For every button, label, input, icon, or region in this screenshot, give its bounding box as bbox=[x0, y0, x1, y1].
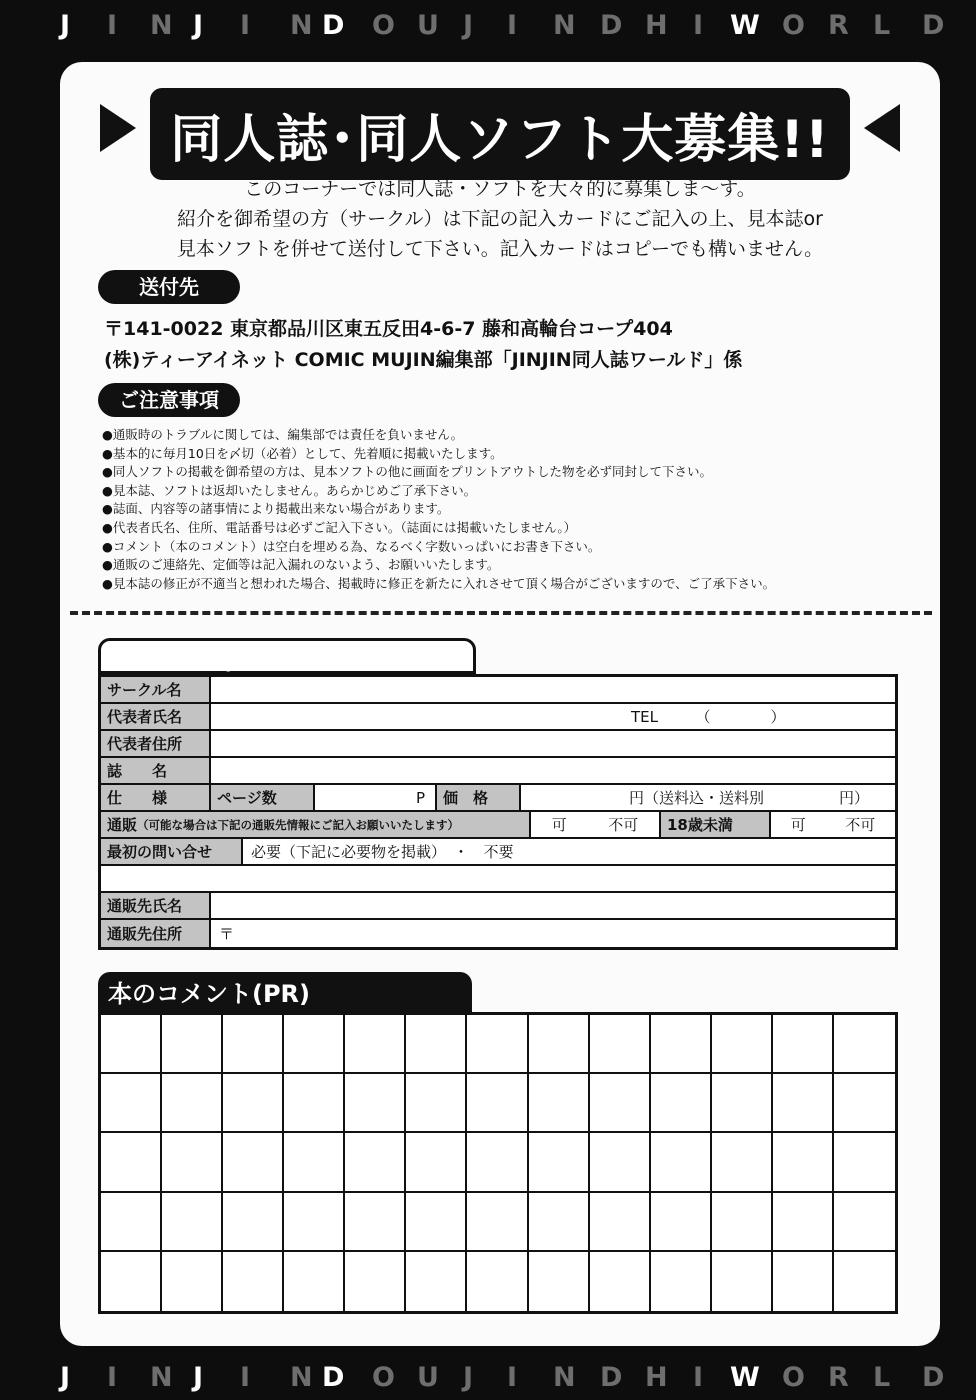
comment-cell[interactable] bbox=[284, 1193, 345, 1252]
comment-cell[interactable] bbox=[467, 1133, 528, 1192]
notes-list bbox=[102, 426, 922, 593]
comment-cell[interactable] bbox=[162, 1133, 223, 1192]
card-title: COMIC MUJIN同人誌掲載カード bbox=[98, 638, 476, 674]
tel-label: TEL （ ） bbox=[631, 708, 786, 726]
address-line-1: 〒141-0022 東京都品川区東五反田4-6-7 藤和高輪台コープ404 bbox=[104, 318, 673, 340]
label-circle-name: サークル名 bbox=[101, 677, 211, 702]
comment-cell[interactable] bbox=[651, 1074, 712, 1133]
cut-line bbox=[70, 611, 932, 615]
option-ng[interactable]: 不可 bbox=[845, 816, 876, 834]
comment-grid[interactable] bbox=[98, 1012, 898, 1314]
comment-cell[interactable] bbox=[834, 1015, 895, 1074]
band-letter: I bbox=[107, 1362, 118, 1393]
note-item: ●通販のご連絡先、定価等は記入漏れのないよう、お願いいたします。 bbox=[102, 557, 500, 573]
band-letter: D bbox=[322, 1362, 345, 1393]
comment-cell[interactable] bbox=[651, 1252, 712, 1311]
band-letter: R bbox=[828, 10, 849, 41]
comment-cell[interactable] bbox=[590, 1074, 651, 1133]
comment-cell[interactable] bbox=[406, 1074, 467, 1133]
comment-cell[interactable] bbox=[406, 1252, 467, 1311]
comment-cell[interactable] bbox=[712, 1252, 773, 1311]
row-first-inquiry-blank bbox=[101, 866, 895, 893]
band-letter: D bbox=[922, 10, 945, 41]
option-ok[interactable]: 可 bbox=[551, 816, 567, 834]
row-first-inquiry bbox=[101, 839, 895, 866]
band-letter: H bbox=[645, 1362, 668, 1393]
comment-cell[interactable] bbox=[529, 1193, 590, 1252]
main-panel bbox=[60, 62, 940, 1346]
field-first-inquiry[interactable]: 必要（下記に必要物を掲載） ・ 不要 bbox=[243, 839, 895, 864]
band-letter: O bbox=[782, 1362, 805, 1393]
comment-cell[interactable] bbox=[773, 1252, 834, 1311]
page-title: 同人誌･同人ソフト大募集!! bbox=[170, 109, 830, 170]
note-item: ●誌面、内容等の諸事情により掲載出来ない場合があります。 bbox=[102, 501, 450, 517]
comment-cell[interactable] bbox=[101, 1252, 162, 1311]
note-item: ●見本誌の修正が不適当と想われた場合、掲載時に修正を新たに入れさせて頂く場合がございますので、ご了承下さい。 bbox=[102, 575, 776, 591]
band-letter: I bbox=[240, 10, 251, 41]
notes-label: ご注意事項 bbox=[98, 383, 240, 417]
comment-cell[interactable] bbox=[162, 1074, 223, 1133]
comment-cell[interactable] bbox=[406, 1133, 467, 1192]
arrow-left-icon bbox=[864, 104, 900, 152]
comment-cell[interactable] bbox=[651, 1133, 712, 1192]
band-letter: I bbox=[107, 10, 118, 41]
label-mail-order bbox=[101, 812, 531, 837]
band-letter: J bbox=[60, 10, 71, 41]
band-letter: D bbox=[322, 10, 345, 41]
band-letter: I bbox=[693, 10, 704, 41]
band-letter: I bbox=[507, 1362, 518, 1393]
comment-cell[interactable] bbox=[529, 1074, 590, 1133]
comment-cell[interactable] bbox=[651, 1015, 712, 1074]
under-18-choice[interactable] bbox=[771, 812, 895, 837]
note-item: ●通販時のトラブルに関しては、編集部では責任を負いません。 bbox=[102, 427, 464, 442]
comment-cell[interactable] bbox=[101, 1015, 162, 1074]
label-spec: 仕 様 bbox=[101, 785, 211, 810]
note-item: ●コメント（本のコメント）は空白を埋める為、なるべく字数いっぱいにお書き下さい。 bbox=[102, 538, 601, 554]
comment-cell[interactable] bbox=[162, 1193, 223, 1252]
band-letter: U bbox=[417, 10, 439, 41]
comment-cell[interactable] bbox=[834, 1193, 895, 1252]
mail-order-note: （可能な場合は下記の通販先情報にご記入お願いいたします） bbox=[137, 817, 460, 832]
comment-cell[interactable] bbox=[345, 1015, 406, 1074]
band-letter: J bbox=[193, 10, 204, 41]
band-letter: I bbox=[693, 1362, 704, 1393]
comment-cell[interactable] bbox=[406, 1015, 467, 1074]
comment-cell[interactable] bbox=[590, 1193, 651, 1252]
note-item: ●基本的に毎月10日を〆切（必着）として、先着順に掲載いたします。 bbox=[102, 445, 503, 461]
price-unit: 円（送料込・送料別 円） bbox=[629, 789, 870, 807]
row-order-name bbox=[101, 893, 895, 920]
note-item: ●代表者氏名、住所、電話番号は必ずご記入下さい。（誌面には掲載いたしません。） bbox=[102, 519, 577, 535]
comment-cell[interactable] bbox=[345, 1074, 406, 1133]
row-book-name bbox=[101, 758, 895, 785]
band-letter: J bbox=[463, 10, 474, 41]
comment-cell[interactable] bbox=[223, 1252, 284, 1311]
label-order-name: 通販先氏名 bbox=[101, 893, 211, 918]
comment-cell[interactable] bbox=[834, 1252, 895, 1311]
band-letter: U bbox=[417, 1362, 439, 1393]
field-price[interactable] bbox=[521, 785, 895, 810]
comment-cell[interactable] bbox=[101, 1193, 162, 1252]
comment-cell[interactable] bbox=[162, 1015, 223, 1074]
band-letter: J bbox=[60, 1362, 71, 1393]
band-letter: N bbox=[290, 1362, 313, 1393]
field-circle-name[interactable] bbox=[211, 677, 895, 702]
comment-cell[interactable] bbox=[773, 1015, 834, 1074]
band-letter: J bbox=[463, 1362, 474, 1393]
band-letter: L bbox=[873, 10, 891, 41]
band-letter: N bbox=[150, 1362, 173, 1393]
band-letter: O bbox=[372, 1362, 395, 1393]
field-rep-name[interactable] bbox=[211, 704, 895, 729]
label-under-18: 18歳未満 bbox=[659, 812, 771, 837]
row-circle-name bbox=[101, 677, 895, 704]
address-line-2: (株)ティーアイネット COMIC MUJIN編集部「JINJIN同人誌ワールド」係 bbox=[104, 349, 743, 371]
comment-cell[interactable] bbox=[712, 1193, 773, 1252]
comment-cell[interactable] bbox=[162, 1252, 223, 1311]
comment-cell[interactable] bbox=[223, 1074, 284, 1133]
comment-cell[interactable] bbox=[529, 1252, 590, 1311]
row-spec bbox=[101, 785, 895, 812]
band-letter: J bbox=[193, 1362, 204, 1393]
comment-cell[interactable] bbox=[651, 1193, 712, 1252]
band-letter: H bbox=[645, 10, 668, 41]
label-pages: ページ数 bbox=[211, 785, 315, 810]
band-letter: N bbox=[290, 10, 313, 41]
band-letter: N bbox=[553, 1362, 576, 1393]
band-letter: D bbox=[600, 1362, 623, 1393]
postal-mark: 〒 bbox=[219, 925, 235, 943]
comment-cell[interactable] bbox=[467, 1015, 528, 1074]
field-book-name[interactable] bbox=[211, 758, 895, 783]
note-item: ●同人ソフトの掲載を御希望の方は、見本ソフトの他に画面をプリントアウトした物を必ず同封して下さい。 bbox=[102, 464, 713, 480]
arrow-right-icon bbox=[100, 104, 136, 152]
row-mail-order bbox=[101, 812, 895, 839]
comment-cell[interactable] bbox=[834, 1133, 895, 1192]
header-band bbox=[0, 0, 976, 50]
band-letter: I bbox=[507, 10, 518, 41]
field-first-inquiry-detail[interactable] bbox=[101, 866, 895, 891]
comment-cell[interactable] bbox=[773, 1133, 834, 1192]
band-letter: N bbox=[150, 10, 173, 41]
comment-cell[interactable] bbox=[529, 1133, 590, 1192]
comment-cell[interactable] bbox=[590, 1015, 651, 1074]
comment-cell[interactable] bbox=[223, 1193, 284, 1252]
band-letter: L bbox=[873, 1362, 891, 1393]
comment-cell[interactable] bbox=[284, 1015, 345, 1074]
band-letter: O bbox=[372, 10, 395, 41]
comment-cell[interactable] bbox=[712, 1133, 773, 1192]
comment-cell[interactable] bbox=[284, 1074, 345, 1133]
option-ng[interactable]: 不可 bbox=[608, 816, 639, 834]
intro-line: 見本ソフトを併せて送付して下さい。記入カードはコピーでも構いません。 bbox=[176, 238, 824, 260]
mail-order-choice[interactable] bbox=[531, 812, 659, 837]
comment-cell[interactable] bbox=[101, 1074, 162, 1133]
comment-cell[interactable] bbox=[406, 1193, 467, 1252]
comment-cell[interactable] bbox=[345, 1252, 406, 1311]
comment-cell[interactable] bbox=[773, 1193, 834, 1252]
field-order-address[interactable] bbox=[211, 920, 895, 947]
row-order-address bbox=[101, 920, 895, 947]
comment-cell[interactable] bbox=[345, 1133, 406, 1192]
row-rep-address bbox=[101, 731, 895, 758]
intro-text bbox=[80, 174, 920, 264]
band-letter: D bbox=[600, 10, 623, 41]
comment-cell[interactable] bbox=[467, 1074, 528, 1133]
field-pages[interactable] bbox=[315, 785, 435, 810]
band-letter: R bbox=[828, 1362, 849, 1393]
option-ok[interactable]: 可 bbox=[790, 816, 806, 834]
comment-cell[interactable] bbox=[467, 1252, 528, 1311]
comment-cell[interactable] bbox=[223, 1133, 284, 1192]
band-letter: W bbox=[730, 10, 760, 41]
note-item: ●見本誌、ソフトは返却いたしません。あらかじめご了承下さい。 bbox=[102, 482, 477, 498]
comment-cell[interactable] bbox=[529, 1015, 590, 1074]
band-letter: D bbox=[922, 1362, 945, 1393]
comment-cell[interactable] bbox=[223, 1015, 284, 1074]
label-rep-name: 代表者氏名 bbox=[101, 704, 211, 729]
entry-card bbox=[98, 674, 898, 950]
comment-cell[interactable] bbox=[467, 1193, 528, 1252]
band-letter: I bbox=[240, 1362, 251, 1393]
intro-line: このコーナーでは同人誌・ソフトを大々的に募集しま～す。 bbox=[244, 178, 756, 200]
label-price: 価 格 bbox=[435, 785, 521, 810]
comment-cell[interactable] bbox=[773, 1074, 834, 1133]
comment-cell[interactable] bbox=[712, 1074, 773, 1133]
field-rep-address[interactable] bbox=[211, 731, 895, 756]
band-letter: N bbox=[553, 10, 576, 41]
footer-band bbox=[0, 1352, 976, 1400]
band-letter: W bbox=[730, 1362, 760, 1393]
label-first-inquiry: 最初の問い合せ bbox=[101, 839, 243, 864]
field-order-name[interactable] bbox=[211, 893, 895, 918]
comment-cell[interactable] bbox=[284, 1252, 345, 1311]
comment-title: 本のコメント(PR) bbox=[98, 972, 472, 1012]
mail-order-label: 通販 bbox=[107, 816, 138, 834]
comment-cell[interactable] bbox=[590, 1133, 651, 1192]
comment-cell[interactable] bbox=[101, 1133, 162, 1192]
comment-cell[interactable] bbox=[834, 1074, 895, 1133]
send-to-label: 送付先 bbox=[98, 270, 240, 304]
label-book-name: 誌 名 bbox=[101, 758, 211, 783]
comment-cell[interactable] bbox=[590, 1252, 651, 1311]
pages-unit: P bbox=[415, 788, 425, 807]
comment-cell[interactable] bbox=[345, 1193, 406, 1252]
intro-line: 紹介を御希望の方（サークル）は下記の記入カードにご記入の上、見本誌or bbox=[177, 208, 823, 230]
comment-cell[interactable] bbox=[284, 1133, 345, 1192]
label-rep-address: 代表者住所 bbox=[101, 731, 211, 756]
label-order-address: 通販先住所 bbox=[101, 920, 211, 947]
row-rep-name bbox=[101, 704, 895, 731]
title-box bbox=[150, 88, 850, 180]
band-letter: O bbox=[782, 10, 805, 41]
comment-cell[interactable] bbox=[712, 1015, 773, 1074]
